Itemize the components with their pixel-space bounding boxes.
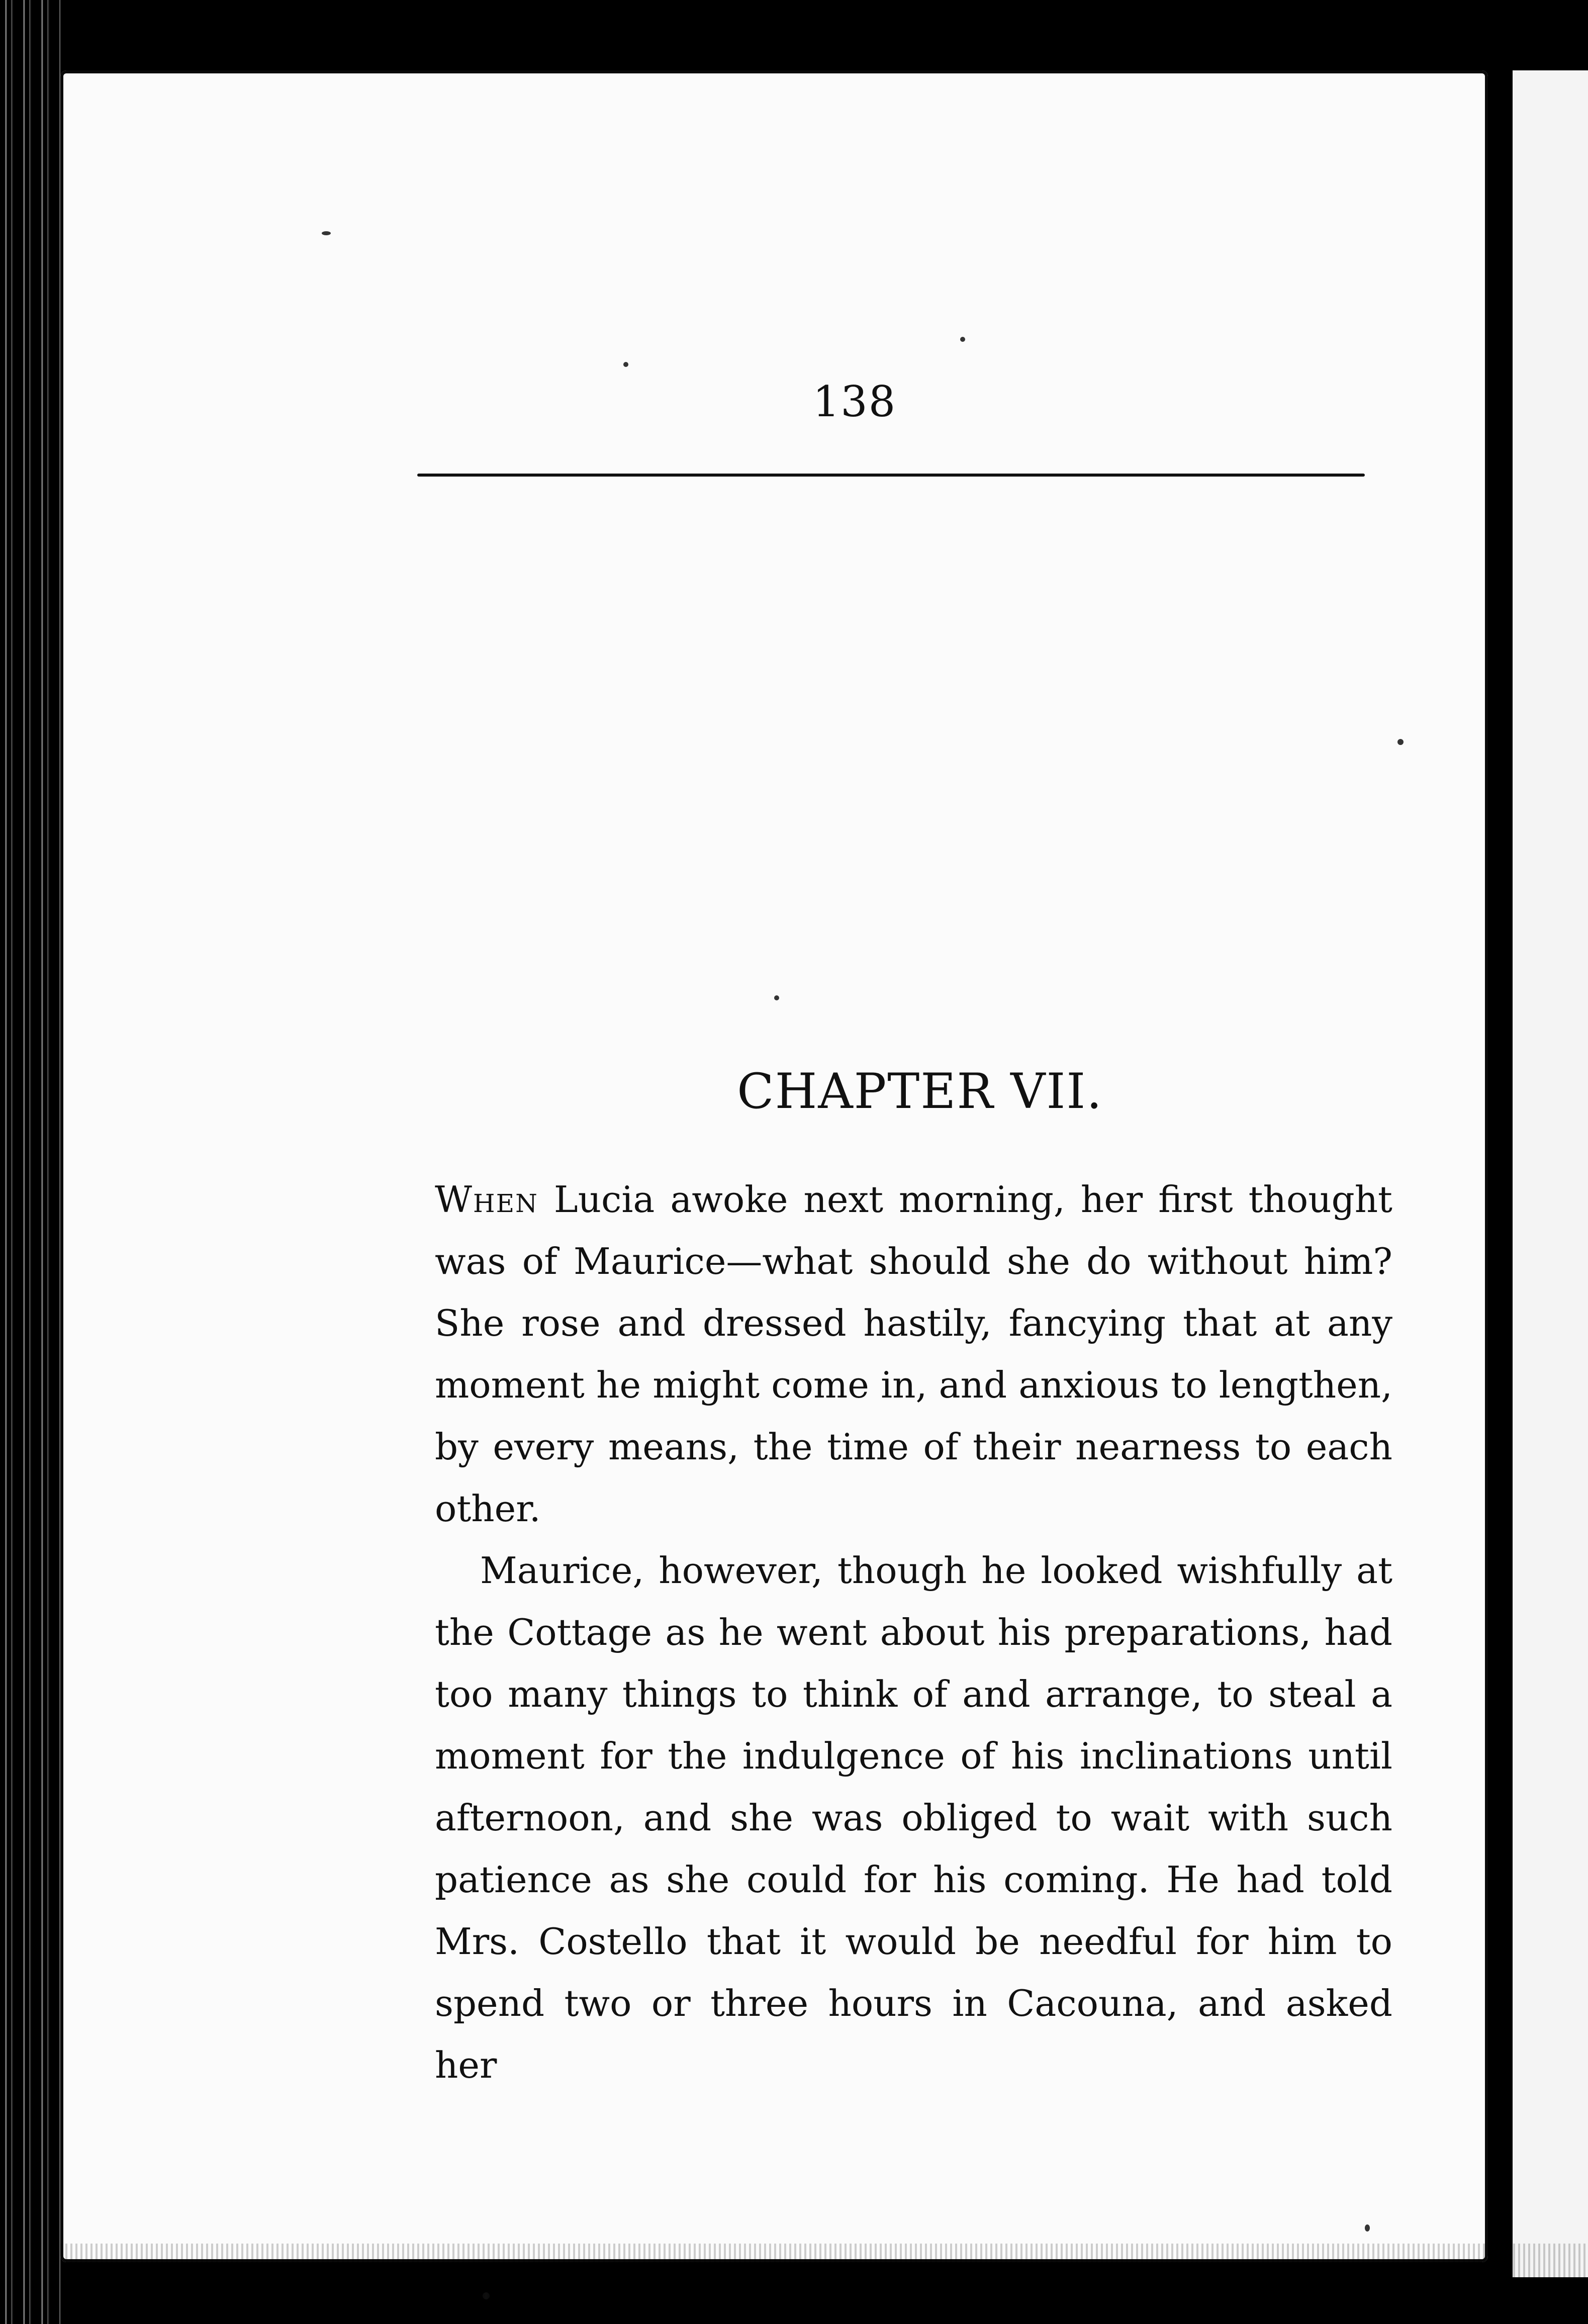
header-rule <box>417 474 1365 477</box>
paragraph-2 <box>435 1540 1392 2096</box>
scan-speck <box>960 337 965 342</box>
book-page <box>60 70 1488 2262</box>
paragraph-2-text: Maurice, however, though he looked wishfully at the Cottage as he went about his preparations, had too many things to think of and arrange, to steal a moment for the indulgence of his inclinations until afternoon, and she was obliged to wait with such patience as she could for his coming. He had told Mrs. Costello that it would be needful for him to spend two or three hours in Cacouna, and asked her <box>435 1549 1392 2086</box>
page-number: 138 <box>812 377 897 426</box>
scan-speck <box>322 231 331 235</box>
scan-speck <box>774 995 779 1000</box>
book-binding-edge <box>0 0 60 2324</box>
next-page-edge <box>1499 70 1588 2277</box>
chapter-title: CHAPTER VII. <box>737 1063 1103 1120</box>
scan-speck <box>623 362 628 367</box>
chapter-body <box>435 1169 1392 2096</box>
scan-speck <box>1365 2224 1370 2232</box>
paragraph-1-lead-in: When <box>435 1178 538 1221</box>
scan-speck <box>1397 739 1404 745</box>
scan-speck <box>483 2292 490 2299</box>
paragraph-1 <box>435 1169 1392 1540</box>
paragraph-1-text: Lucia awoke next morning, her first thought was of Maurice—what should she do without him? She rose and dressed hastily, fancying that at any moment he might come in, and anxious to lengthen, by every means, the time of their nearness to each other. <box>435 1178 1392 1530</box>
